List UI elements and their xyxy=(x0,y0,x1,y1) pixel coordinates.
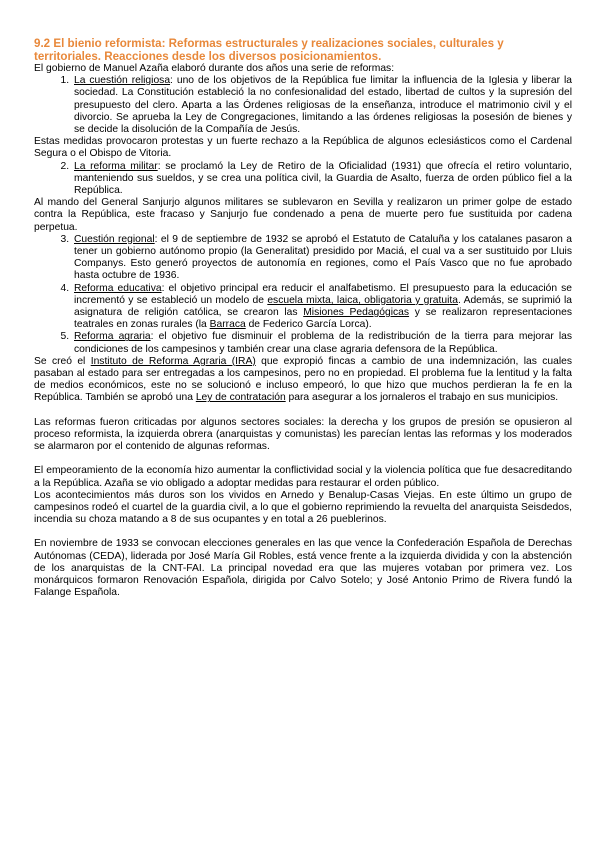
reform-item-religious xyxy=(72,75,572,136)
reform-list-1 xyxy=(34,75,572,136)
elections-paragraph: En noviembre de 1933 se convocan elecciones generales en las que vence la Confederación Española de Derechas Autónomas (CEDA), liderada por José María Gil Robles, está vence frente a la izquierda dividida y con la abstención de los anarquistas de la CNT-FAI. La principal novedad era que las mujeres votaban por primera vez. Los monárquicos formaron Renovación Española, dirigida por Calvo Sotelo; y José Antonio Primo de Rivera fundó la Falange Española. xyxy=(34,538,572,599)
criticism-paragraph: Las reformas fueron criticadas por algunos sectores sociales: la derecha y los grupos de presión se opusieron al proceso reformista, la izquierda obrera (anarquistas y comunistas) les parecían lentas las reformas y los moderados se alarmaron por el contenido de algunas reformas. xyxy=(34,416,572,453)
reform-list-2 xyxy=(34,161,572,198)
reform-list-3 xyxy=(34,234,572,356)
ira-text-1: Se creó el xyxy=(34,355,91,367)
sanjurjo-paragraph: Al mando del General Sanjurjo algunos militares se sublevaron en Sevilla y realizaron un primer golpe de estado contra la República, este fracaso y Sanjurjo fue condenado a pena de muerte pero fue sustituida por cadena perpetua. xyxy=(34,197,572,233)
events-paragraph: Los acontecimientos más duros son los vividos en Arnedo y Benalup-Casas Viejas. En este último un grupo de campesinos rodeó el cuartel de la guardia civil, a lo que el gobierno reprimiendo la revuelta del anarquista Seisdedos, incendia su choza matando a 8 de sus ocupantes y en total a 26 pueblerinos. xyxy=(34,489,572,526)
spacer xyxy=(34,526,572,538)
text-religious: : uno de los objetivos de la República fue limitar la influencia de la Iglesia y liberar la sociedad. La Constitución estableció la no confesionalidad del estado, libertad de cultos y la supresión del presupuesto del clero. Aparta a las Órdenes religiosas de la enseñanza, introduce el matrimonio civil y el divorcio. Se aprueba la Ley de Congregaciones, limitando a las órdenes religiosas la posesión de bienes y se decide la disolución de la Compañía de Jesús. xyxy=(74,75,572,136)
ira-institute: Instituto de Reforma Agraria (IRA) xyxy=(90,355,256,367)
term-regional: Cuestión regional xyxy=(74,233,155,245)
text-regional: : el 9 de septiembre de 1932 se aprobó el Estatuto de Cataluña y los catalanes pasaron a tener un gobierno autónomo propio (la Generalitat) presidido por Maciá, el cual va a ser sustituido por Lluis Companys. Esto generó proyectos de autonomía en regiones, como el País Vasco que no fue aprobado hasta octubre de 1936. xyxy=(74,233,573,282)
ley-contratacion: Ley de contratación xyxy=(195,392,286,404)
text-education-1: : el objetivo principal era reducir el analfabetismo. El presupuesto para la educación se incrementó y se estableció un modelo de xyxy=(74,282,572,306)
term-religious: La cuestión religiosa xyxy=(74,75,171,87)
protests-paragraph: Estas medidas provocaron protestas y un fuerte rechazo a la República de algunos eclesiásticos como el Cardenal Segura o el Obispo de Vitoria. xyxy=(34,136,572,160)
text-education-3: y se realizaron representaciones teatrales en zonas rurales (la xyxy=(74,307,572,331)
term-education: Reforma educativa xyxy=(74,282,162,294)
text-agrarian: : el objetivo fue disminuir el problema de la redistribución de la tierra para mejorar las condiciones de los campesinos y también crear una clase agraria defensora de la República. xyxy=(74,331,572,355)
text-education-2: . Además, se suprimió la asignatura de religión católica, se crearon las xyxy=(74,294,572,319)
reform-item-regional xyxy=(72,234,572,283)
text-education-4: de Federico García Lorca). xyxy=(245,319,372,331)
school-model: escuela mixta, laica, obligatoria y gratuita xyxy=(267,294,458,306)
section-title: 9.2 El bienio reformista: Reformas estructurales y realizaciones sociales, culturales y territoriales. Reacciones desde los diversos posicionamientos. xyxy=(34,37,504,63)
intro-paragraph: El gobierno de Manuel Azaña elaboró durante dos años una serie de reformas: xyxy=(34,63,395,74)
spacer xyxy=(34,453,572,465)
economy-paragraph: El empeoramiento de la economía hizo aumentar la conflictividad social y la violencia política que fue desacreditando a la República. Azaña se vio obligado a adoptar medidas para restaurar el orden público. xyxy=(34,465,572,489)
reform-item-military xyxy=(72,161,572,198)
text-military: : se proclamó la Ley de Retiro de la Oficialidad (1931) que ofrecía el retiro voluntario, manteniendo sus sueldos, y se crea una política civil, la Guardia de Asalto, fuerza de orden público fiel a la República. xyxy=(74,160,572,197)
ira-text-3: para asegurar a los jornaleros el trabajo en sus municipios. xyxy=(285,392,559,404)
ira-text-2: que expropió fincas a cambio de una indemnización, las cuales pasaban al estado para ser entregadas a los campesinos, pero no en propiedad. El problema fue la lentitud y la falta de medios económicos, este no se solucionó e incluso empeoró, lo que hizo que muchos perdieran la fe en la República. También se aprobó una xyxy=(34,355,572,404)
reform-item-agrarian xyxy=(72,331,572,355)
term-agrarian: Reforma agraria xyxy=(74,331,151,343)
term-military: La reforma militar xyxy=(74,160,158,172)
misiones-pedagogicas: Misiones Pedagógicas xyxy=(303,307,410,319)
reform-item-education xyxy=(72,283,572,332)
barraca: Barraca xyxy=(209,319,246,331)
ira-paragraph xyxy=(34,356,572,405)
spacer xyxy=(34,405,572,417)
